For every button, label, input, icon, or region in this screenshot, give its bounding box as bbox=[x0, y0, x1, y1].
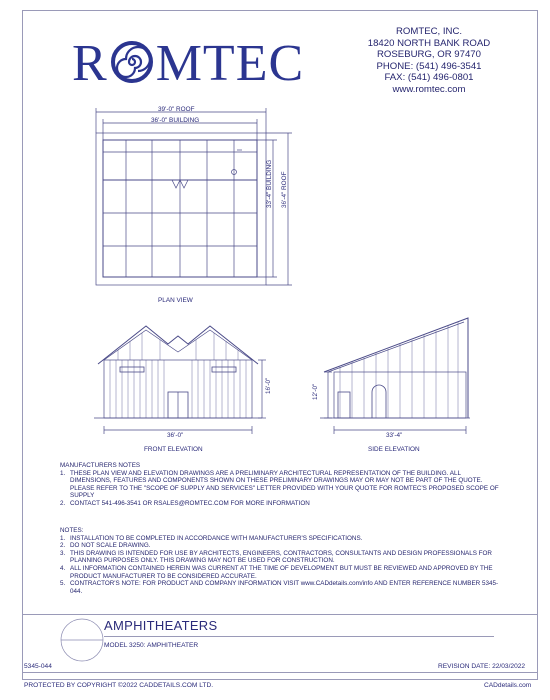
side-elevation-caption: SIDE ELEVATION bbox=[368, 446, 420, 453]
company-name: ROMTEC, INC. bbox=[395, 26, 463, 37]
plan-view bbox=[96, 108, 292, 285]
romtec-logo: R MTEC bbox=[72, 35, 305, 92]
title-block-bottom-rule bbox=[22, 672, 538, 673]
plan-view-caption: PLAN VIEW bbox=[158, 297, 193, 304]
notes-heading: NOTES: bbox=[60, 527, 84, 534]
general-notes bbox=[60, 527, 500, 595]
manufacturers-notes bbox=[60, 462, 500, 508]
note-item: 3. THIS DRAWING IS INTENDED FOR USE BY ARCHITECTS, ENGINEERS, CONTRACTORS, CONSULTANTS AND DESIGN PROFESSIONALS FOR PLANNING PURPOSES ONLY. THIS DRAWING MAY NOT BE USED FOR CONSTRUCTION. bbox=[60, 549, 492, 565]
plan-building-depth-label: 33'-4" BUILDING bbox=[266, 159, 273, 208]
note-item: 2. DO NOT SCALE DRAWING. bbox=[60, 542, 151, 550]
caddetails-brand: CADdetails.com bbox=[484, 682, 532, 689]
fax: FAX: (541) 496-0801 bbox=[384, 72, 474, 84]
plan-roof-depth-label: 36'-4" ROOF bbox=[281, 171, 288, 208]
phone: PHONE: (541) 496-3541 bbox=[376, 60, 482, 72]
note-item: 4. ALL INFORMATION CONTAINED HEREIN WAS CURRENT AT THE TIME OF DEVELOPMENT BUT MUST BE REVIEWED AND APPROVED BY THE PRODUCT MANUFACTURER TO BE CONSIDERED ACCURATE. bbox=[60, 564, 493, 580]
side-height-label: 12'-0" bbox=[312, 383, 319, 400]
front-width-label: 36'-0" bbox=[167, 432, 184, 439]
address-line-1: 18420 NORTH BANK ROAD bbox=[367, 37, 491, 49]
plan-building-width-label: 36'-0" BUILDING bbox=[151, 117, 200, 124]
mfr-note-item: 2. CONTACT 541-496-3541 OR RSALES@ROMTEC.COM FOR MORE INFORMATION bbox=[60, 499, 310, 507]
drawing-subtitle: MODEL 3250: AMPHITHEATER bbox=[104, 642, 199, 649]
website-link[interactable]: www.romtec.com bbox=[392, 83, 466, 95]
revision-date: REVISION DATE: 22/03/2022 bbox=[438, 663, 526, 670]
address-line-2: ROSEBURG, OR 97470 bbox=[377, 49, 481, 61]
note-item: 5. CONTRACTOR'S NOTE: FOR PRODUCT AND COMPANY INFORMATION VISIT www.CADdetails.com/info AND ENTER REFERENCE NUMBER 5345-044. bbox=[60, 580, 499, 595]
front-elevation-caption: FRONT ELEVATION bbox=[144, 446, 203, 453]
reference-number: 5345-044 bbox=[24, 663, 52, 670]
side-width-label: 33'-4" bbox=[386, 432, 403, 439]
mfr-note-item: 1. THESE PLAN VIEW AND ELEVATION DRAWINGS ARE A PRELIMINARY ARCHITECTURAL REPRESENTATION OF THE BUILDING. ALL DIMENSIONS, FEATURES AND COMPONENTS SHOWN ON THESE PRELIMINARY DRAWINGS MAY OR MAY NOT BE PART OF THE QUOTE. PLEASE REFER TO THE "SCOPE OF SUPPLY AND SERVICES" LETTER PROVIDED WITH YOUR QUOTE FOR ROMTEC'S PROPOSED SCOPE OF SUPPLY bbox=[60, 469, 499, 500]
drawing-title: AMPHITHEATERS bbox=[104, 618, 218, 633]
plan-roof-width-label: 39'-0" ROOF bbox=[158, 106, 195, 113]
title-divider bbox=[104, 636, 494, 637]
side-elevation bbox=[320, 318, 470, 434]
front-elevation bbox=[94, 326, 266, 434]
note-item: 1. INSTALLATION TO BE COMPLETED IN ACCORDANCE WITH MANUFACTURER'S SPECIFICATIONS. bbox=[60, 534, 363, 542]
copyright-notice: PROTECTED BY COPYRIGHT ©2022 CADDETAILS.COM LTD. bbox=[24, 682, 214, 689]
title-block-top-rule bbox=[22, 614, 538, 615]
manufacturers-notes-heading: MANUFACTURERS NOTES bbox=[60, 462, 141, 469]
front-height-label: 16'-0" bbox=[265, 377, 272, 394]
